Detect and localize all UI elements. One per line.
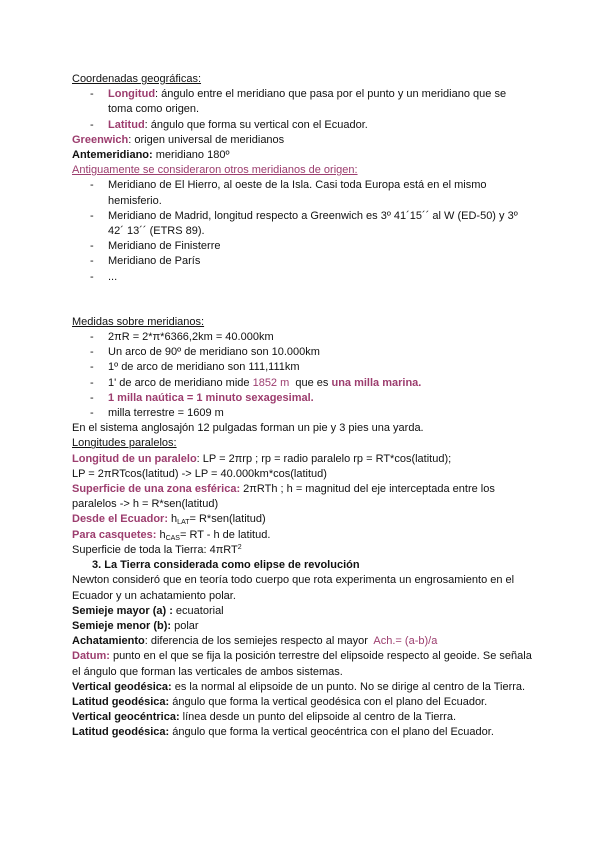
casquetes-line — [72, 528, 534, 543]
tierra-line — [72, 543, 534, 558]
def-semieje-mayor: ecuatorial — [172, 604, 224, 617]
list-dash: - — [90, 391, 94, 404]
superficie-zona — [72, 482, 534, 512]
term-latitud-geodesica: Latitud geodésica: — [72, 695, 170, 708]
list-item-longitud — [72, 87, 534, 117]
medida-text: milla terrestre = 1609 m — [108, 407, 224, 420]
medida-text: 1º de arco de meridiano son 111,111km — [108, 361, 300, 374]
term-longitud-paralelo: Longitud de un paralelo — [72, 452, 197, 465]
coord-heading: Coordenadas geográficas: — [72, 73, 202, 85]
section-gap — [72, 285, 534, 315]
list-item-latitud — [72, 118, 534, 133]
origins-heading: Antiguamente se consideraron otros meridianos de origen: — [72, 164, 358, 177]
list-item-origin — [72, 178, 534, 208]
anglo-text: En el sistema anglosajón 12 pulgadas forman un pie y 3 pies una yarda. — [72, 422, 424, 435]
def-latitud-geodesica: ángulo que forma la vertical geodésica con el plano del Ecuador. — [169, 695, 488, 708]
list-item-origin — [72, 254, 534, 269]
list-item-medida — [72, 391, 534, 406]
term-semieje-mayor: Semieje mayor (a) : — [72, 604, 173, 617]
casquetes-h: h — [156, 528, 166, 541]
def-latitud: : ángulo que forma su vertical con el Ecuador. — [144, 118, 368, 131]
ecuador-line — [72, 512, 534, 527]
achatamiento — [72, 634, 534, 649]
term-latitud-geocentrica: Latitud geodésica: — [72, 726, 170, 739]
list-dash: - — [90, 88, 94, 101]
ecuador-sub: LAT — [177, 519, 190, 527]
medidas-heading: Medidas sobre meridianos: — [72, 315, 205, 328]
origin-text: Meridiano de Finisterre — [108, 240, 221, 253]
latitud-geocentrica — [72, 725, 534, 740]
document-page — [72, 72, 534, 741]
latitud-geodesica — [72, 695, 534, 710]
term-achatamiento: Achatamiento — [72, 635, 145, 648]
lp-line-2: LP = 2πRTcos(latitud) -> LP = 40.000km*cos(latitud) — [72, 467, 327, 480]
semieje-mayor — [72, 604, 534, 619]
def-datum: punto en el que se fija la posición terrestre del elipsoide respecto al geoide. Se señala el ángulo que forman las verticales de ambos sistemas. — [72, 650, 532, 678]
def-longitud-paralelo: : LP = 2πrp ; rp = radio paralelo rp = RT*cos(latitud); — [196, 452, 452, 465]
def-achatamiento: : diferencia de los semiejes respecto al mayor — [144, 635, 374, 648]
tierra-sup: 2 — [237, 543, 242, 551]
medida-text: Un arco de 90º de meridiano son 10.000km — [108, 346, 320, 359]
list-dash: - — [90, 255, 94, 268]
list-item-origin — [72, 209, 534, 239]
antemeridiano-line — [72, 148, 534, 163]
origin-text: Meridiano de París — [108, 255, 201, 268]
medida-highlight: 1 milla naútica = 1 minuto sexagesimal. — [108, 391, 314, 404]
term-casquetes: Para casquetes: — [72, 528, 157, 541]
origin-text: Meridiano de El Hierro, al oeste de la Isla. Casi toda Europa está en el mismo hemisferio. — [108, 179, 487, 207]
term-vertical-geocentrica: Vertical geocéntrica: — [72, 711, 180, 724]
def-vertical-geocentrica: línea desde un punto del elipsoide al centro de la Tierra. — [179, 711, 457, 724]
def-antemeridiano: meridiano 180º — [152, 149, 230, 162]
list-dash: - — [90, 270, 94, 283]
lp-line — [72, 452, 534, 467]
term-semieje-menor: Semieje menor (b): — [72, 619, 172, 632]
tierra-text: Superficie de toda la Tierra: 4πRT — [72, 543, 238, 556]
list-dash: - — [90, 361, 94, 374]
list-dash: - — [90, 346, 94, 359]
term-antemeridiano: Antemeridiano: — [72, 149, 153, 162]
medida-text: que es — [289, 376, 332, 389]
newton-text: Newton consideró que en teoría todo cuerpo que rota experimenta un engrosamiento en el Ecuador y un achatamiento polar. — [72, 574, 515, 602]
list-item-medida — [72, 345, 534, 360]
def-latitud-geocentrica: ángulo que forma la vertical geocéntrica con el plano del Ecuador. — [169, 726, 494, 739]
list-item-origin — [72, 270, 534, 285]
list-dash: - — [90, 118, 94, 131]
term-superficie-zona: Superficie de una zona esférica: — [72, 483, 241, 496]
def-vertical-geodesica: es la normal al elipsoide de un punto. No se dirige al centro de la Tierra. — [171, 680, 526, 693]
list-item-medida — [72, 376, 534, 391]
def-longitud: : ángulo entre el meridiano que pasa por el punto y un meridiano que se toma como origen. — [108, 88, 507, 116]
list-item-origin — [72, 239, 534, 254]
section-heading-elipse: 3. La Tierra considerada como elipse de revolución — [92, 559, 360, 572]
semieje-menor — [72, 619, 534, 634]
list-dash: - — [90, 376, 94, 389]
medida-text: 1' de arco de meridiano mide — [108, 376, 253, 389]
list-dash: - — [90, 240, 94, 253]
casquetes-rest: = RT - h de latitud. — [179, 528, 271, 541]
casquetes-sub: CAS — [165, 534, 180, 542]
paralelos-heading: Longitudes paralelos: — [72, 437, 177, 450]
list-item-medida — [72, 360, 534, 375]
origin-text: ... — [108, 270, 118, 283]
medida-text: 2πR = 2*π*6366,2km = 40.000km — [108, 331, 274, 344]
list-item-medida — [72, 406, 534, 421]
def-semieje-menor: polar — [171, 619, 199, 632]
ecuador-h: h — [167, 513, 178, 526]
medida-highlight: una milla marina. — [331, 376, 422, 389]
def-greenwich: : origen universal de meridianos — [128, 133, 285, 146]
term-longitud: Longitud — [108, 88, 156, 101]
def-superficie-zona: 2πRTh ; h = magnitud del eje interceptada entre los paralelos -> h = R*sen(latitud) — [72, 483, 495, 511]
list-dash: - — [90, 209, 94, 222]
term-desde-ecuador: Desde el Ecuador: — [72, 513, 168, 526]
ecuador-rest: = R*sen(latitud) — [189, 513, 266, 526]
greenwich-line — [72, 133, 534, 148]
list-dash: - — [90, 179, 94, 192]
vertical-geodesica — [72, 680, 534, 695]
term-latitud: Latitud — [108, 118, 145, 131]
origin-text: Meridiano de Madrid, longitud respecto a Greenwich es 3º 41´15´´ al W (ED-50) y 3º 42´ 13´´ (ETRS 89). — [108, 209, 518, 238]
list-dash: - — [90, 331, 94, 344]
term-greenwich: Greenwich — [72, 133, 129, 146]
medida-value: 1852 m — [252, 376, 290, 389]
term-vertical-geodesica: Vertical geodésica: — [72, 680, 172, 693]
vertical-geocentrica — [72, 710, 534, 725]
term-datum: Datum: — [72, 650, 110, 663]
list-dash: - — [90, 407, 94, 420]
datum — [72, 649, 534, 679]
list-item-medida — [72, 330, 534, 345]
achatamiento-formula: Ach.= (a-b)/a — [373, 635, 438, 648]
